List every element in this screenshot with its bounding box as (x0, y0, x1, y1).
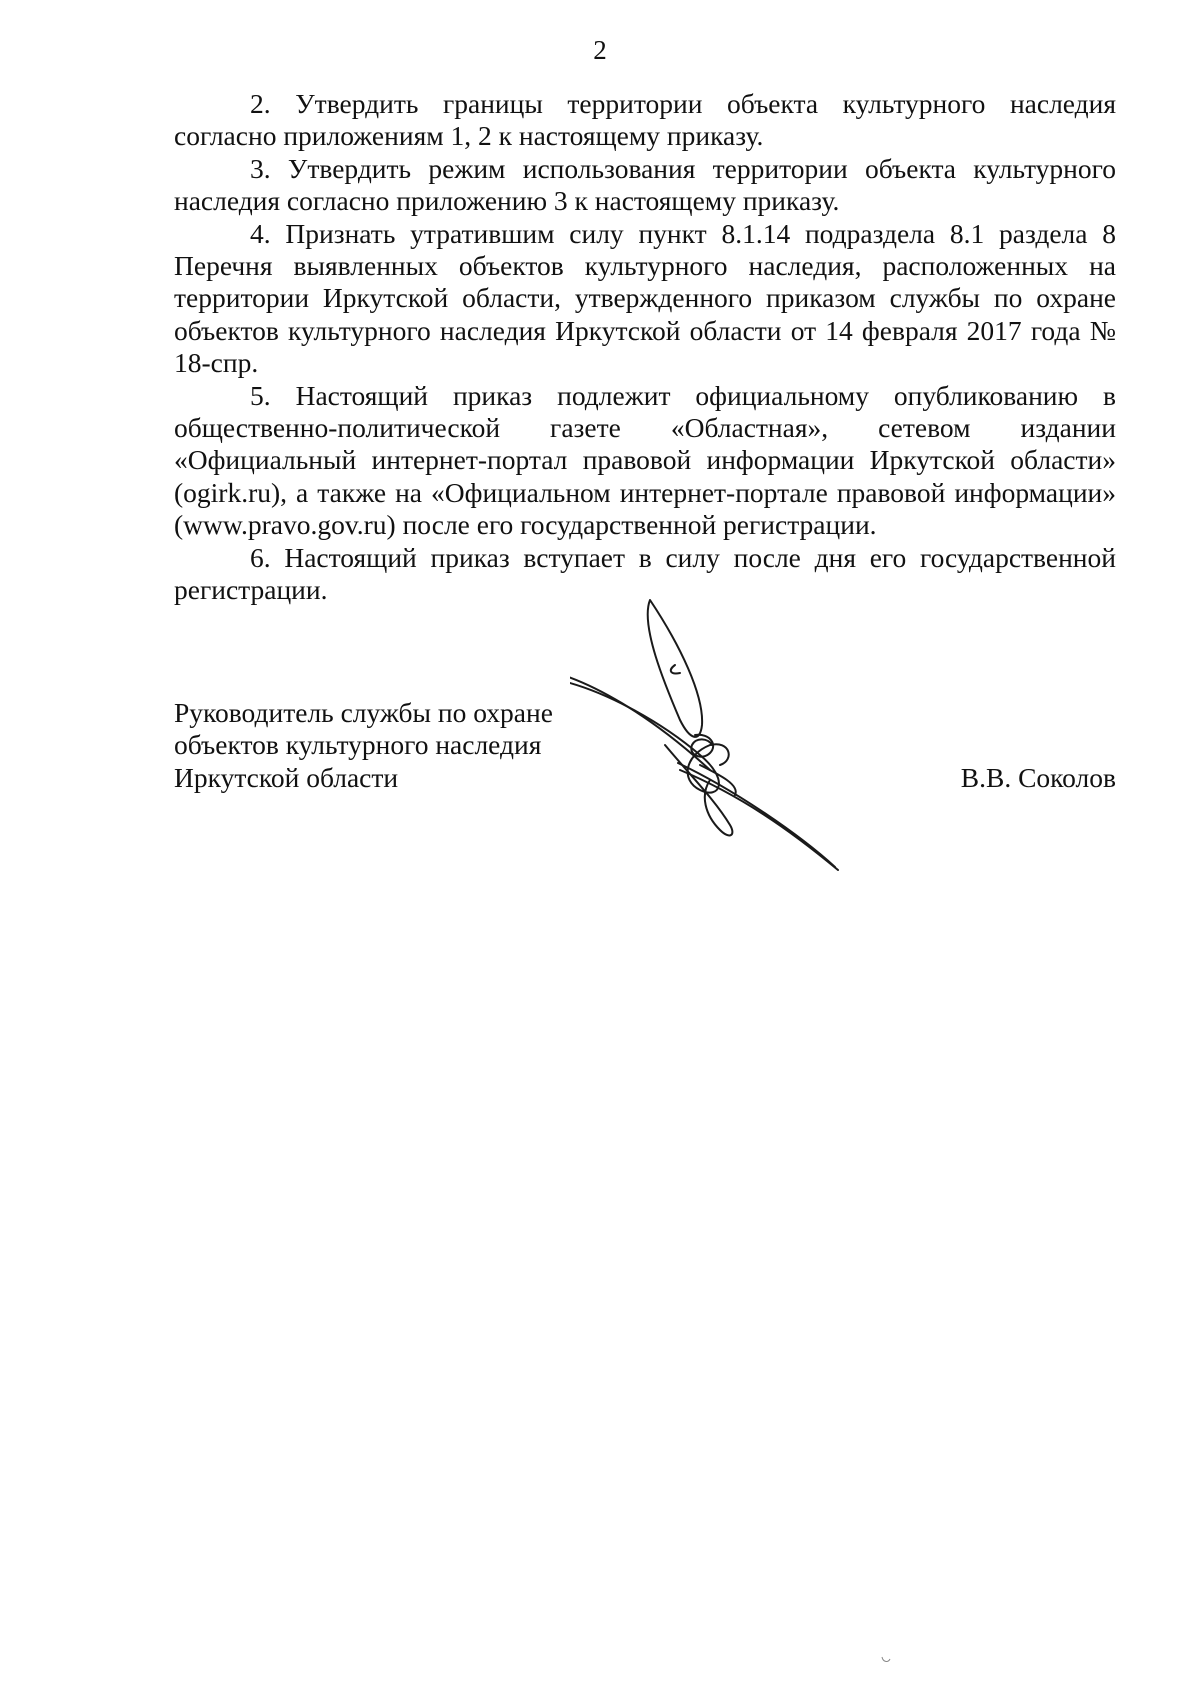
signer-title-line-1: Руководитель службы по охране (174, 697, 553, 728)
signer-title-line-3: Иркутской области (174, 761, 399, 793)
scan-speck (880, 1655, 892, 1665)
signature-block (174, 697, 1116, 794)
page-number: 2 (593, 35, 607, 65)
signer-title-line-2: объектов культурного наследия (174, 729, 542, 761)
paragraph-2: 2. Утвердить границы территории объекта культурного наследия согласно приложениям 1, 2 к настоящему приказу. (174, 88, 1116, 152)
paragraph-5: 5. Настоящий приказ подлежит официальному опубликованию в общественно-политической газете «Областная», сетевом издании «Официальный интернет-портал правовой информации Иркутской области» (ogirk.ru), а также на «Официальном интернет-портале правовой информации» (www.pravo.gov.ru) после его государственной регистрации. (174, 379, 1116, 541)
paragraph-4: 4. Признать утратившим силу пункт 8.1.14 подраздела 8.1 раздела 8 Перечня выявленных объектов культурного наследия, расположенных на территории Иркутской области, утвержденного приказом службы по охране объектов культурного наследия Иркутской области от 14 февраля 2017 года № 18-спр. (174, 217, 1116, 379)
signer-name: В.В. Соколов (960, 761, 1116, 793)
order-body (174, 88, 1116, 607)
paragraph-3: 3. Утвердить режим использования территории объекта культурного наследия согласно приложению 3 к настоящему приказу. (174, 152, 1116, 217)
paragraph-6: 6. Настоящий приказ вступает в силу после дня его государственной регистрации. (174, 541, 1116, 606)
